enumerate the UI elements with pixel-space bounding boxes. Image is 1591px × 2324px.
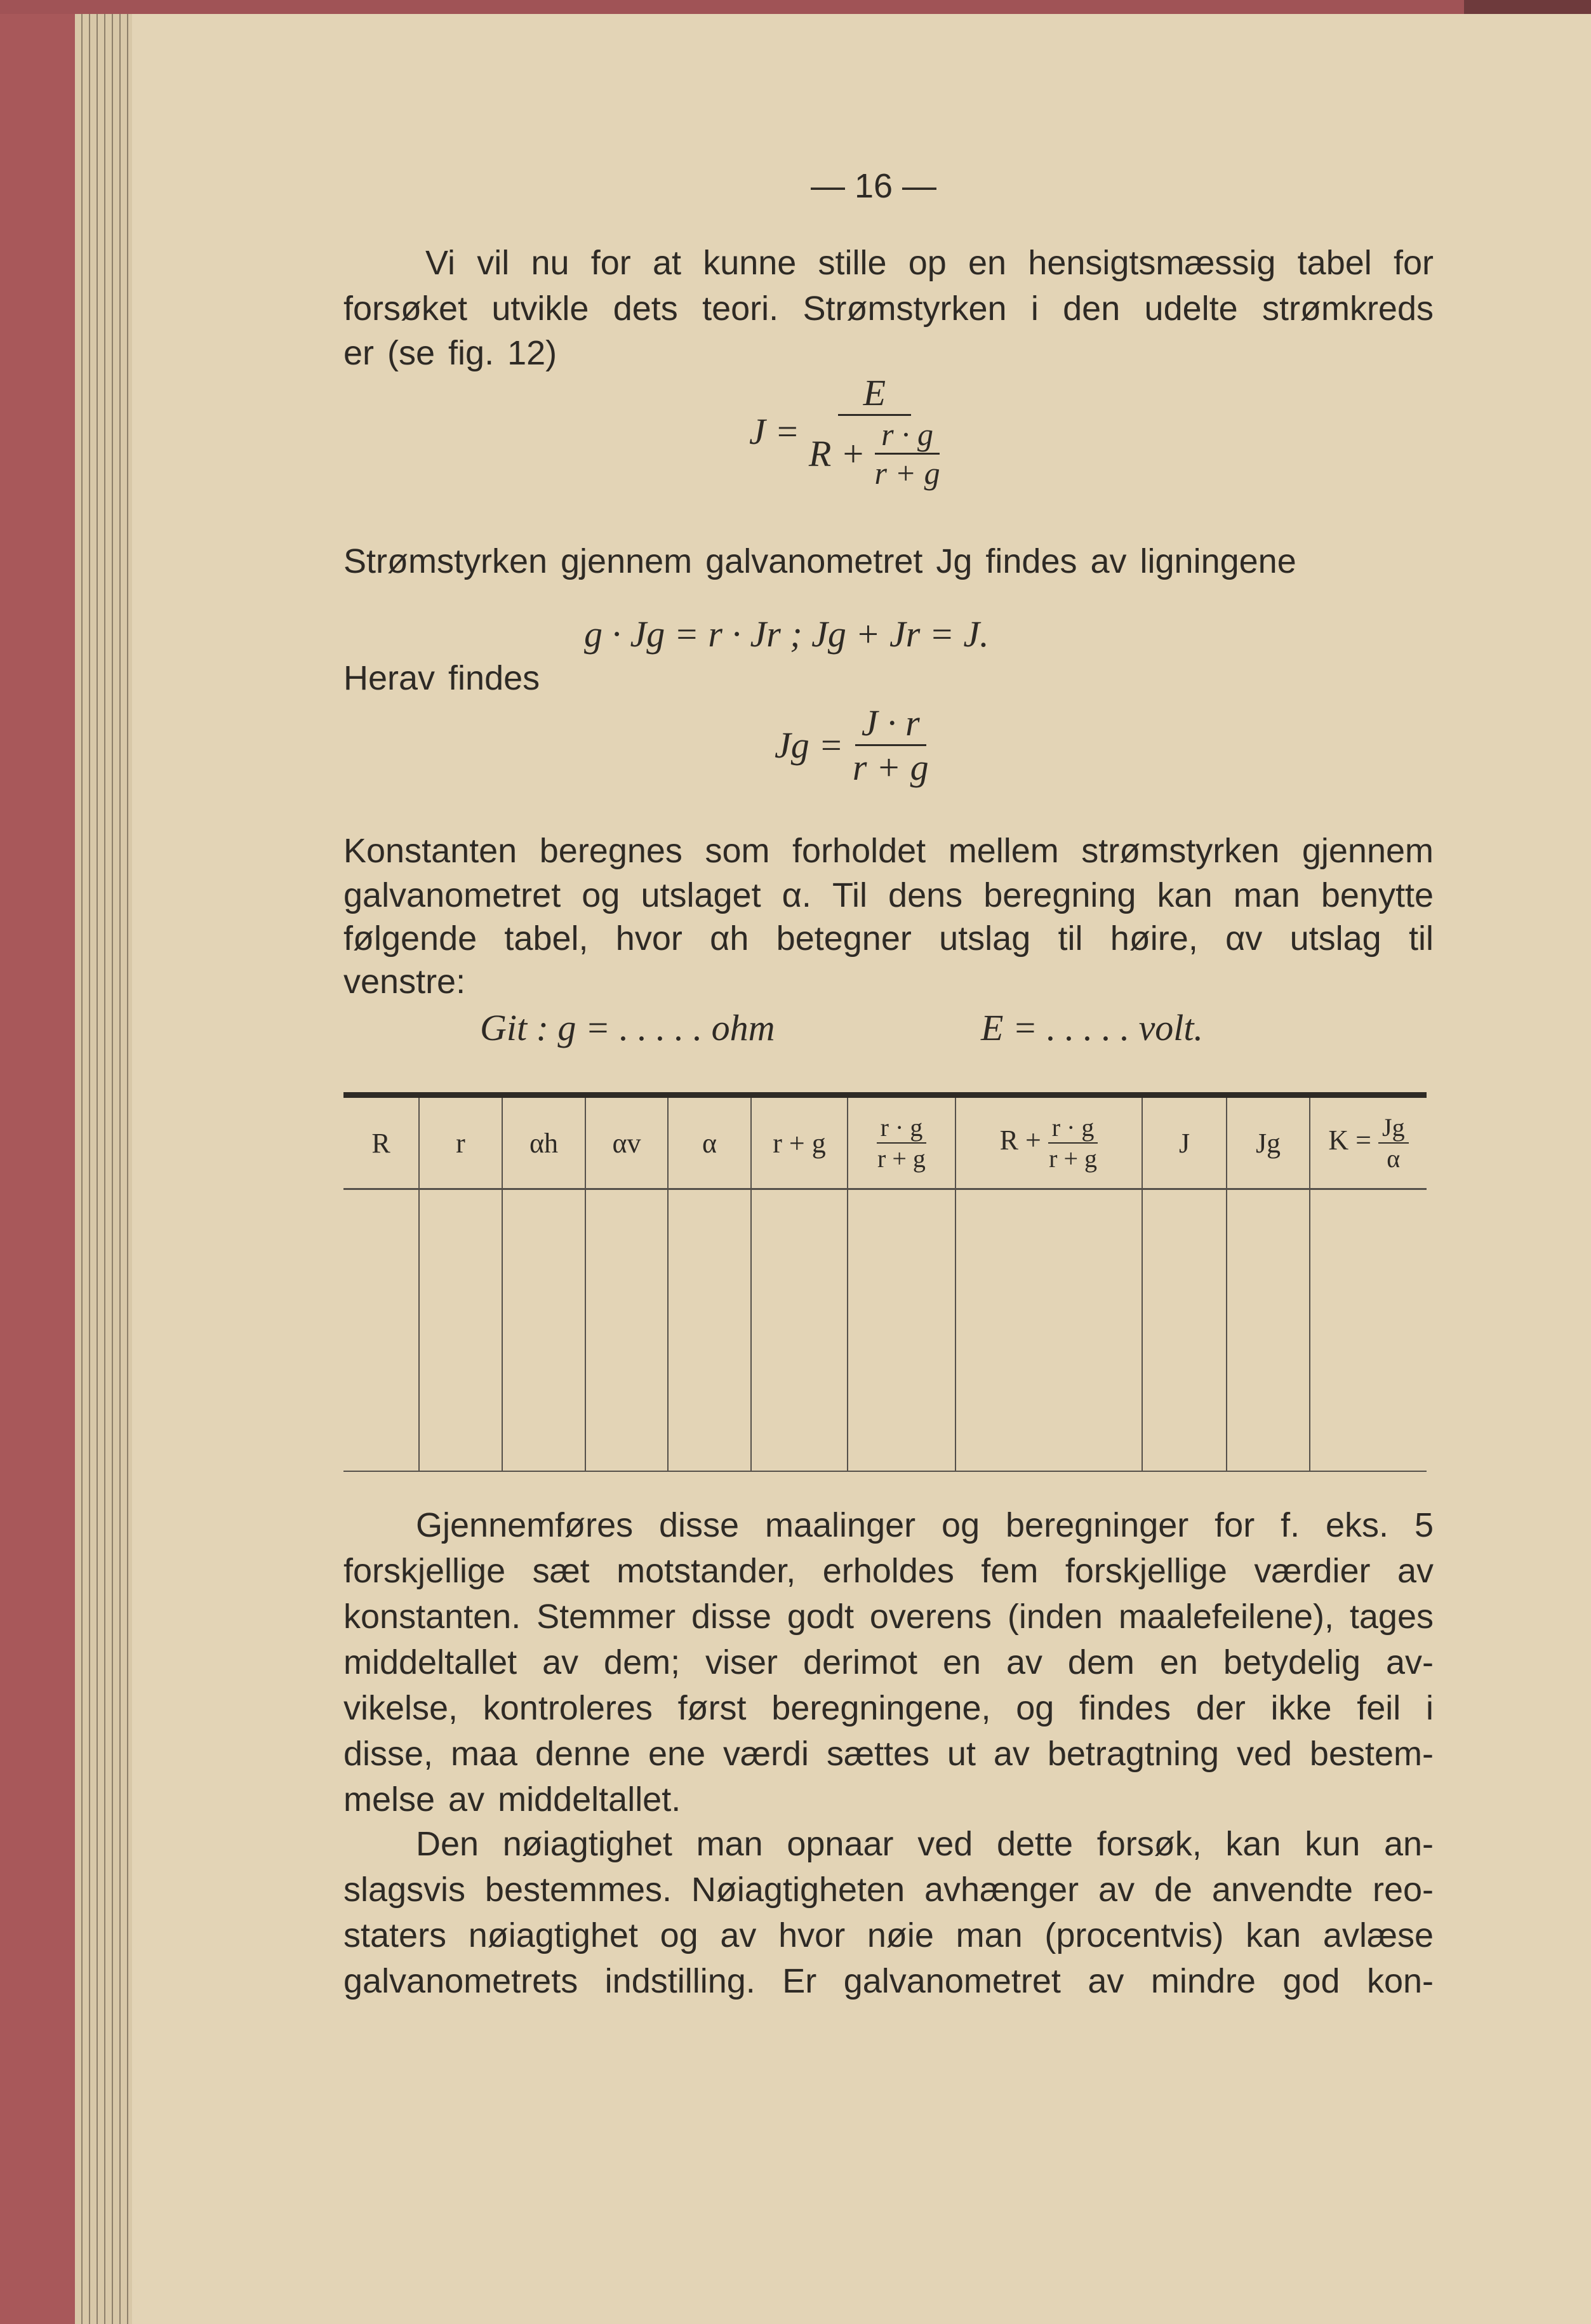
measurement-table [343,1092,1427,1472]
header-r: r [419,1095,502,1189]
page-edges [75,14,132,2324]
paragraph-line: Gjennemføres disse maalinger og beregninger for f. eks. 5 [416,1506,1434,1544]
paragraph-line: Konstanten beregnes som forholdet mellem strømstyrken gjennem [343,832,1434,870]
paragraph-line: slagsvis bestemmes. Nøiagtigheten avhænger av de anvendte reo- [343,1871,1434,1909]
header-J: J [1142,1095,1227,1189]
equation-branch-currents: g · Jg = r · Jr ; Jg + Jr = J. [584,613,989,655]
git-line-right: E = . . . . . volt. [981,1007,1204,1048]
paragraph-line: forsøket utvikle dets teori. Strømstyrken i den udelte strømkreds [343,290,1434,328]
cell [343,1189,419,1472]
cover-edge [0,0,1591,14]
cell [1142,1189,1227,1472]
eq-inner-den: r + g [874,455,940,491]
herav-label: Herav findes [343,659,540,697]
paragraph-line: venstre: [343,963,466,1001]
prefix: R + [999,1125,1041,1156]
paragraph-line: melse av middeltallet. [343,1780,681,1819]
paragraph-line: Strømstyrken gjennem galvanometret Jg findes av ligningene [343,542,1296,580]
header-R: R [371,1127,390,1159]
paragraph-line: følgende tabel, hvor αh betegner utslag til høire, αv utslag til [343,919,1434,958]
frac-num: r · g [1048,1112,1098,1144]
eq-lhs: J = [749,411,800,452]
frac-den: r + g [1049,1144,1098,1173]
cell [668,1189,751,1472]
frac-den: α [1387,1144,1401,1173]
eq-lhs: Jg = [775,725,844,766]
header-alpha-h: αh [502,1095,585,1189]
cell [955,1189,1142,1472]
paragraph-line: er (se fig. 12) [343,334,557,372]
header-r-plus-g: r + g [751,1095,848,1189]
paragraph-line: Den nøiagtighet man opnaar ved dette forsøk, kan kun an- [416,1825,1434,1863]
paragraph-line: disse, maa denne ene værdi sættes ut av betragtning ved bestem- [343,1735,1434,1773]
prefix: K = [1328,1125,1371,1156]
header-total-resistance [955,1095,1142,1189]
paragraph-line: konstanten. Stemmer disse godt overens (inden maalefeilene), tages [343,1598,1434,1636]
header-alpha-v: αv [585,1095,668,1189]
eq-denominator: r + g [852,747,929,788]
cell [502,1189,585,1472]
header-K [1310,1095,1427,1189]
paragraph-line: vikelse, kontroleres først beregningene, og findes der ikke feil i [343,1689,1434,1727]
cell [419,1189,502,1472]
eq-den-prefix: R + [808,433,865,474]
paragraph-line: forskjellige sæt motstander, erholdes fem forskjellige værdier av [343,1552,1434,1590]
paragraph-line: galvanometret og utslaget α. Til dens beregning kan man benytte [343,876,1434,914]
paragraph-line: middeltallet av dem; viser derimot en av dem en betydelig av- [343,1643,1434,1681]
equation-current [749,371,940,491]
cell [585,1189,668,1472]
equation-jg [775,702,929,789]
frac-num: Jg [1378,1112,1409,1144]
cell [1227,1189,1310,1472]
header-alpha: α [668,1095,751,1189]
frac-den: r + g [877,1144,926,1173]
eq-numerator: J · r [855,702,926,746]
paragraph-line: Vi vil nu for at kunne stille op en hensigtsmæssig tabel for [425,244,1434,282]
book-binding [0,0,75,2324]
page-number: — 16 — [810,167,937,205]
cell [751,1189,848,1472]
frac-num: r · g [877,1112,927,1144]
table-row [343,1189,1427,1472]
git-line-left: Git : g = . . . . . ohm [480,1007,775,1048]
cell [848,1189,955,1472]
cell [1310,1189,1427,1472]
paragraph-line: staters nøiagtighet og av hvor nøie man (procentvis) kan avlæse [343,1916,1434,1954]
eq-numerator: E [838,371,911,416]
eq-inner-num: r · g [875,416,940,455]
header-parallel [848,1095,955,1189]
paragraph-line: galvanometrets indstilling. Er galvanometret av mindre god kon- [343,1962,1434,2000]
header-Jg: Jg [1227,1095,1310,1189]
